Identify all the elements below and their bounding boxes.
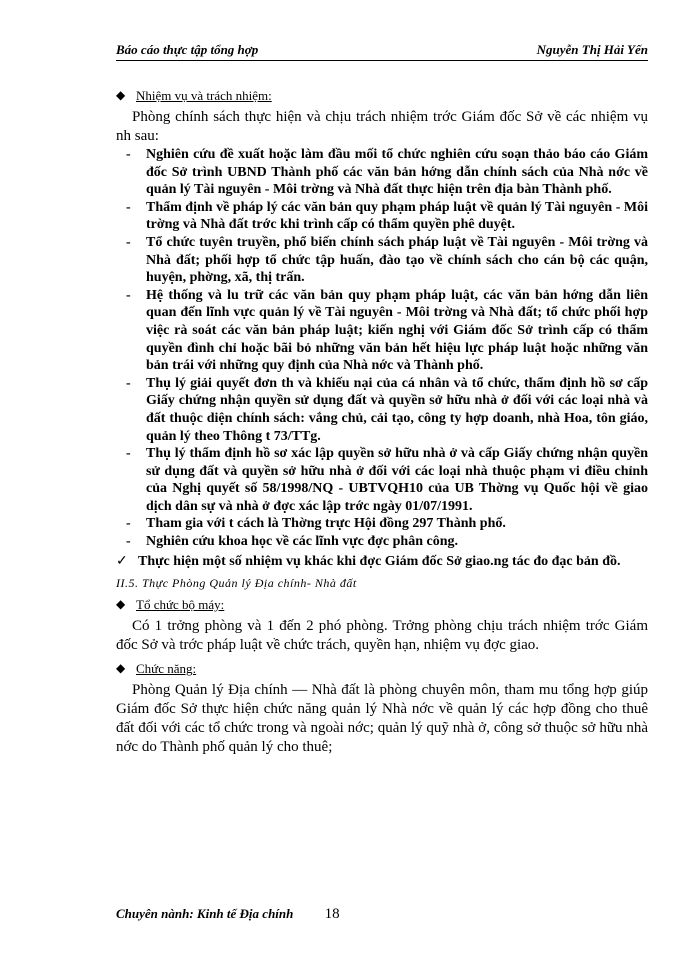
org-text: Có 1 trởng phòng và 1 đến 2 phó phòng. Trởng phòng chịu trách nhiệm trớc Giám đốc Sở và trớc pháp luật về chức trách, quyền hạn, nhiệm vụ đợc giao. (116, 618, 648, 654)
list-item: - Tổ chức tuyên truyền, phổ biến chính sách pháp luật về Tài nguyên - Môi trờng và Nhà đất; phối hợp tổ chức tập huấn, đào tạo về chính sách cho cán bộ các quận, huyện, phờng, xã, thị trấn. (126, 234, 648, 286)
duties-title: Nhiệm vụ và trách nhiệm: (136, 88, 272, 103)
dash-bullet-icon: - (126, 516, 131, 532)
page-number: 18 (324, 906, 340, 922)
section-duties-heading (116, 86, 648, 106)
subsection-title: II.5. Thực Phòng Quản lý Địa chính- Nhà đất (116, 576, 357, 591)
page-footer (116, 906, 340, 923)
dash-bullet-icon: - (126, 234, 131, 250)
diamond-bullet-icon: ◆ (116, 597, 126, 612)
diamond-bullet-icon: ◆ (116, 88, 126, 102)
list-item: - Nghiên cứu đề xuất hoặc làm đầu mối tổ chức nghiên cứu soạn thảo báo cáo Giám đốc Sở trình UBND Thành phố các văn bản hớng dẫn chính sách của Nhà nớc về quản lý Tài nguyên - Môi trờng và Nhà đất thực hiện trên địa bàn Thành phố. (126, 147, 648, 198)
duties-list (116, 146, 648, 551)
dash-bullet-icon: - (126, 147, 131, 162)
page-content (116, 86, 648, 757)
checkmark-icon: ✓ (116, 553, 128, 569)
header-author: Nguyễn Thị Hải Yến (536, 42, 648, 57)
diamond-bullet-icon: ◆ (116, 661, 126, 676)
page-header (116, 40, 648, 61)
org-title: Tổ chức bộ máy: (136, 597, 225, 613)
list-item: - Thụ lý thẩm định hồ sơ xác lập quyền sở hữu nhà ở và cấp Giấy chứng nhận quyền sử dụng đất và quyền sở hữu nhà ở đối với các loại nhà thuộc phạm vi điều chỉnh của Nghị quyết số 58/1998/NQ - UBTVQH10 của UB Thờng vụ Quốc hội về giao dịch dân sự và nhà ở đợc xác lập trớc ngày 01/07/1991. (126, 446, 648, 514)
dash-bullet-icon: - (126, 534, 131, 550)
list-item: - Tham gia với t cách là Thờng trực Hội đồng 297 Thành phố. (126, 516, 506, 532)
section-func-heading (116, 659, 648, 679)
list-item: - Thẩm định về pháp lý các văn bản quy phạm pháp luật về quản lý Tài nguyên - Môi trờng và Nhà đất trớc khi trình cấp có thẩm quyền phê duyệt. (126, 199, 648, 233)
section-org-heading (116, 595, 648, 615)
func-title: Chức năng: (136, 661, 197, 677)
header-report-title: Báo cáo thực tập tổng hợp (116, 42, 259, 57)
dash-bullet-icon: - (126, 287, 131, 303)
dash-bullet-icon: - (126, 446, 131, 462)
dash-bullet-icon: - (126, 375, 131, 391)
duties-check-item: ✓ Thực hiện một số nhiệm vụ khác khi đợc Giám đốc Sở giao.ng tác đo đạc bản đồ. (116, 553, 621, 569)
footer-major: Chuyên nành: Kinh tế Địa chính (116, 906, 294, 921)
func-text: Phòng Quản lý Địa chính — Nhà đất là phòng chuyên môn, tham mu tổng hợp giúp Giám đốc Sở thực hiện chức năng quản lý Nhà nớc về quản lý các hợp đồng cho thuê đất đối với các tổ chức trong và ngoài nớc; quản lý quỹ nhà ở, công sở thuộc sở hữu nhà nớc do Thành phố quản lý cho thuê; (116, 682, 648, 756)
list-item: - Nghiên cứu khoa học về các lĩnh vực đợc phân công. (126, 534, 458, 550)
list-item: - Thụ lý giải quyết đơn th và khiếu nại của cá nhân và tổ chức, thẩm định hồ sơ cấp Giấy chứng nhận quyền sử dụng đất và quyền sở hữu nhà ở đối với các loại nhà và đất thuộc diện chính sách: vắng chủ, cải tạo, công ty hợp doanh, nhà Hoa, tôn giáo, quản lý theo Thông t 73/TTg. (126, 375, 648, 444)
dash-bullet-icon: - (126, 199, 131, 215)
list-item: - Hệ thống và lu trữ các văn bản quy phạm pháp luật, các văn bản hớng dẫn liên quan đến lĩnh vực quản lý về Tài nguyên - Môi trờng và Nhà đất; tổ chức phối hợp việc rà soát các văn bản pháp luật; kiến nghị với Giám đốc Sở trình cấp có thẩm quyền đình chỉ hoặc bãi bỏ những văn bản hết hiệu lực pháp luật hoặc những văn bản trái với những quy định của Nhà nớc và Thành phố. (126, 287, 648, 374)
duties-intro: Phòng chính sách thực hiện và chịu trách nhiệm trớc Giám đốc Sở về các nhiệm vụ nh sau: (116, 109, 648, 144)
